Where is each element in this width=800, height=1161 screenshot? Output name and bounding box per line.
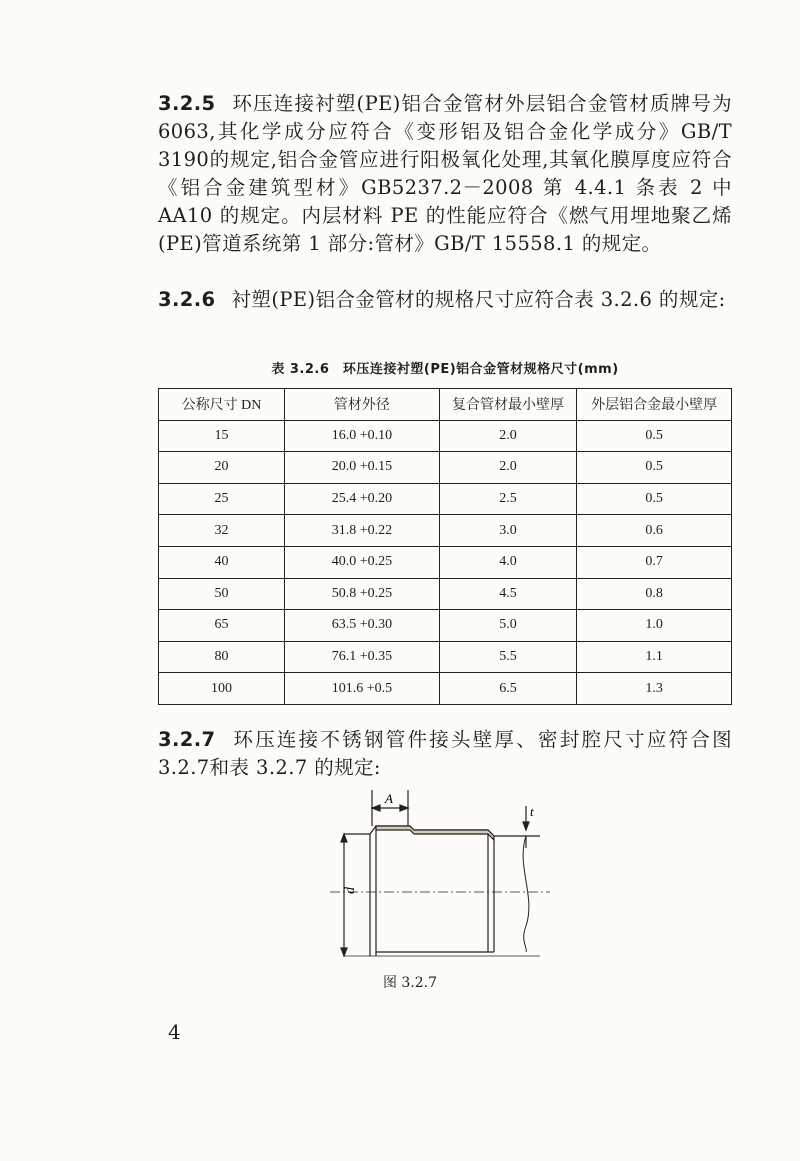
table-cell: 50.8 +0.25 (285, 578, 440, 610)
header-cell: 管材外径 (285, 389, 440, 421)
section-number: 3.2.6 (158, 288, 216, 311)
table-cell: 6.5 (439, 673, 577, 705)
table-row (159, 515, 732, 547)
table-cell: 20.0 +0.15 (285, 452, 440, 484)
table-row (159, 641, 732, 673)
table-cell: 0.5 (577, 452, 732, 484)
section-3-2-5 (158, 90, 732, 258)
wall-section (376, 826, 494, 840)
table-cell: 25 (159, 483, 285, 515)
table-cell: 0.8 (577, 578, 732, 610)
table-cell: 1.1 (577, 641, 732, 673)
table-cell: 40.0 +0.25 (285, 546, 440, 578)
table-cell: 2.0 (439, 452, 577, 484)
header-cell: 外层铝合金最小壁厚 (577, 389, 732, 421)
table-cell: 0.6 (577, 515, 732, 547)
table-cell: 101.6 +0.5 (285, 673, 440, 705)
table-cell: 16.0 +0.10 (285, 420, 440, 452)
table-cell: 4.5 (439, 578, 577, 610)
table-cell: 3.0 (439, 515, 577, 547)
table-cell: 15 (159, 420, 285, 452)
table-cell: 5.0 (439, 610, 577, 642)
table-row (159, 420, 732, 452)
section-number: 3.2.5 (158, 92, 216, 115)
section-text: 环压连接不锈钢管件接头壁厚、密封腔尺寸应符合图3.2.7和表 3.2.7 的规定: (158, 728, 732, 779)
table-cell: 50 (159, 578, 285, 610)
socket-wall (370, 826, 376, 956)
table-cell: 0.5 (577, 483, 732, 515)
table-cell: 5.5 (439, 641, 577, 673)
table-header-row (159, 389, 732, 421)
table-cell: 2.5 (439, 483, 577, 515)
section-text: 环压连接衬塑(PE)铝合金管材外层铝合金管材质牌号为6063,其化学成分应符合《变形铝及铝合金化学成分》GB/T 3190的规定,铝合金管应进行阳极氧化处理,其氧化膜厚度应符合《铝合金建筑型材》GB5237.2－2008 第 4.4.1 条表 2 中 AA10 的规定。内层材料 PE 的性能应符合《燃气用埋地聚乙烯(PE)管道系统第 1 部分:管材》GB/T 15558.1 的规定。 (158, 92, 732, 255)
page-number: 4 (168, 1020, 181, 1044)
break-line (523, 836, 529, 952)
table-caption: 表 3.2.6 环压连接衬塑(PE)铝合金管材规格尺寸(mm) (271, 362, 619, 377)
table-cell: 65 (159, 610, 285, 642)
table-row (159, 483, 732, 515)
table-cell: 63.5 +0.30 (285, 610, 440, 642)
arrow (400, 805, 408, 811)
table-row (159, 578, 732, 610)
label-a: A (385, 791, 393, 806)
pipe-step (488, 834, 494, 952)
label-d: d (343, 887, 358, 894)
table-row (159, 452, 732, 484)
table-cell: 100 (159, 673, 285, 705)
table-cell: 31.8 +0.22 (285, 515, 440, 547)
table-cell: 20 (159, 452, 285, 484)
section-3-2-6 (158, 286, 732, 314)
arrow (341, 948, 347, 956)
table-cell: 80 (159, 641, 285, 673)
table-cell: 1.0 (577, 610, 732, 642)
table-cell: 76.1 +0.35 (285, 641, 440, 673)
section-text: 衬塑(PE)铝合金管材的规格尺寸应符合表 3.2.6 的规定: (231, 288, 726, 311)
table-cell: 32 (159, 515, 285, 547)
spec-table (158, 388, 732, 705)
section-number: 3.2.7 (158, 728, 216, 751)
table-cell: 0.5 (577, 420, 732, 452)
table-row (159, 673, 732, 705)
table-cell: 0.7 (577, 546, 732, 578)
arrow (341, 834, 347, 842)
table-cell: 25.4 +0.20 (285, 483, 440, 515)
header-cell: 复合管材最小壁厚 (439, 389, 577, 421)
table-row (159, 546, 732, 578)
arrow (372, 805, 380, 811)
label-t: t (530, 804, 534, 819)
section-3-2-7 (158, 726, 732, 782)
header-cell: 公称尺寸 DN (159, 389, 285, 421)
figure-caption: 图 3.2.7 (382, 975, 438, 991)
fitting-drawing (330, 786, 550, 961)
table-cell: 1.3 (577, 673, 732, 705)
table-cell: 2.0 (439, 420, 577, 452)
table-cell: 40 (159, 546, 285, 578)
table-row (159, 610, 732, 642)
table-cell: 4.0 (439, 546, 577, 578)
arrow (523, 822, 529, 830)
